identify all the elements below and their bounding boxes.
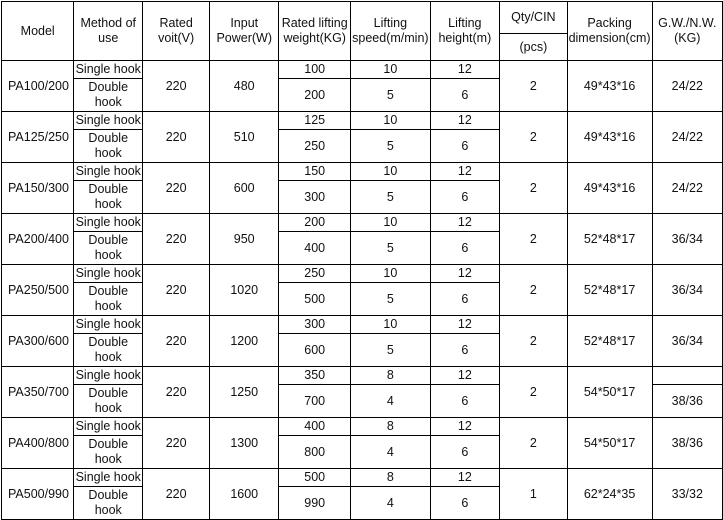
method-cell: Double hook <box>74 79 143 112</box>
model-cell: PA200/400 <box>2 214 74 265</box>
speed-cell: 4 <box>351 487 430 520</box>
weight-cell: 150 <box>279 163 351 181</box>
packing-cell: 49*43*16 <box>567 61 652 112</box>
header-qty-unit: (pcs) <box>500 34 567 61</box>
header-speed: Lifting speed(m/min) <box>351 2 430 61</box>
weight-cell: 990 <box>279 487 351 520</box>
speed-cell: 4 <box>351 436 430 469</box>
voltage-cell: 220 <box>143 214 210 265</box>
gw-cell: 36/34 <box>652 214 722 265</box>
speed-cell: 10 <box>351 214 430 232</box>
gw-cell: 24/22 <box>652 112 722 163</box>
model-cell: PA250/500 <box>2 265 74 316</box>
model-cell: PA300/600 <box>2 316 74 367</box>
header-model: Model <box>2 2 74 61</box>
height-cell: 6 <box>430 130 500 163</box>
gw-cell: 36/34 <box>652 316 722 367</box>
model-cell: PA100/200 <box>2 61 74 112</box>
method-cell: Double hook <box>74 436 143 469</box>
table-row <box>2 316 723 334</box>
power-cell: 600 <box>210 163 279 214</box>
header-method: Method of use <box>74 2 143 61</box>
speed-cell: 4 <box>351 385 430 418</box>
voltage-cell: 220 <box>143 367 210 418</box>
gw-cell-empty <box>652 367 722 385</box>
method-cell: Double hook <box>74 130 143 163</box>
method-cell: Double hook <box>74 181 143 214</box>
qty-cell: 2 <box>500 61 567 112</box>
speed-cell: 10 <box>351 316 430 334</box>
model-cell: PA150/300 <box>2 163 74 214</box>
header-gw: G.W./N.W.(KG) <box>652 2 722 61</box>
weight-cell: 125 <box>279 112 351 130</box>
speed-cell: 5 <box>351 130 430 163</box>
qty-cell: 1 <box>500 469 567 520</box>
packing-cell: 62*24*35 <box>567 469 652 520</box>
method-cell: Single hook <box>74 163 143 181</box>
header-power: Input Power(W) <box>210 2 279 61</box>
weight-cell: 800 <box>279 436 351 469</box>
packing-cell: 52*48*17 <box>567 316 652 367</box>
height-cell: 6 <box>430 487 500 520</box>
power-cell: 1300 <box>210 418 279 469</box>
header-qty: Qty/CIN <box>500 2 567 34</box>
method-cell: Single hook <box>74 61 143 79</box>
speed-cell: 10 <box>351 112 430 130</box>
power-cell: 510 <box>210 112 279 163</box>
weight-cell: 400 <box>279 232 351 265</box>
qty-cell: 2 <box>500 367 567 418</box>
model-cell: PA400/800 <box>2 418 74 469</box>
power-cell: 950 <box>210 214 279 265</box>
weight-cell: 500 <box>279 469 351 487</box>
gw-cell: 24/22 <box>652 163 722 214</box>
weight-cell: 300 <box>279 181 351 214</box>
height-cell: 12 <box>430 316 500 334</box>
height-cell: 6 <box>430 232 500 265</box>
height-cell: 6 <box>430 79 500 112</box>
header-height: Lifting height(m) <box>430 2 500 61</box>
qty-cell: 2 <box>500 265 567 316</box>
speed-cell: 8 <box>351 418 430 436</box>
method-cell: Double hook <box>74 283 143 316</box>
speed-cell: 10 <box>351 61 430 79</box>
table-row <box>2 367 723 385</box>
height-cell: 6 <box>430 385 500 418</box>
weight-cell: 500 <box>279 283 351 316</box>
table-row <box>2 112 723 130</box>
speed-cell: 10 <box>351 163 430 181</box>
weight-cell: 100 <box>279 61 351 79</box>
header-voltage: Rated voit(V) <box>143 2 210 61</box>
table-row <box>2 265 723 283</box>
weight-cell: 600 <box>279 334 351 367</box>
height-cell: 12 <box>430 163 500 181</box>
height-cell: 6 <box>430 283 500 316</box>
qty-cell: 2 <box>500 163 567 214</box>
method-cell: Single hook <box>74 367 143 385</box>
header-packing: Packing dimension(cm) <box>567 2 652 61</box>
voltage-cell: 220 <box>143 265 210 316</box>
speed-cell: 5 <box>351 334 430 367</box>
speed-cell: 10 <box>351 265 430 283</box>
method-cell: Double hook <box>74 232 143 265</box>
model-cell: PA500/990 <box>2 469 74 520</box>
height-cell: 12 <box>430 418 500 436</box>
table-row <box>2 61 723 79</box>
height-cell: 6 <box>430 334 500 367</box>
table-row <box>2 163 723 181</box>
packing-cell: 52*48*17 <box>567 265 652 316</box>
height-cell: 12 <box>430 214 500 232</box>
power-cell: 1200 <box>210 316 279 367</box>
weight-cell: 300 <box>279 316 351 334</box>
height-cell: 12 <box>430 469 500 487</box>
voltage-cell: 220 <box>143 469 210 520</box>
method-cell: Single hook <box>74 469 143 487</box>
hoist-spec-table <box>1 1 723 520</box>
weight-cell: 400 <box>279 418 351 436</box>
packing-cell: 49*43*16 <box>567 163 652 214</box>
weight-cell: 200 <box>279 214 351 232</box>
method-cell: Single hook <box>74 112 143 130</box>
voltage-cell: 220 <box>143 61 210 112</box>
weight-cell: 200 <box>279 79 351 112</box>
table-row <box>2 418 723 436</box>
height-cell: 12 <box>430 112 500 130</box>
voltage-cell: 220 <box>143 418 210 469</box>
weight-cell: 350 <box>279 367 351 385</box>
packing-cell: 54*50*17 <box>567 418 652 469</box>
voltage-cell: 220 <box>143 112 210 163</box>
speed-cell: 5 <box>351 79 430 112</box>
packing-cell: 49*43*16 <box>567 112 652 163</box>
method-cell: Single hook <box>74 265 143 283</box>
gw-cell: 36/34 <box>652 265 722 316</box>
table-row <box>2 214 723 232</box>
method-cell: Single hook <box>74 418 143 436</box>
method-cell: Double hook <box>74 487 143 520</box>
weight-cell: 700 <box>279 385 351 418</box>
method-cell: Double hook <box>74 385 143 418</box>
qty-cell: 2 <box>500 316 567 367</box>
power-cell: 1020 <box>210 265 279 316</box>
packing-cell: 52*48*17 <box>567 214 652 265</box>
height-cell: 12 <box>430 367 500 385</box>
gw-cell: 38/36 <box>652 385 722 418</box>
power-cell: 1250 <box>210 367 279 418</box>
speed-cell: 5 <box>351 232 430 265</box>
header-weight: Rated lifting weight(KG) <box>279 2 351 61</box>
method-cell: Single hook <box>74 214 143 232</box>
table-row <box>2 469 723 487</box>
speed-cell: 5 <box>351 283 430 316</box>
height-cell: 12 <box>430 61 500 79</box>
height-cell: 6 <box>430 436 500 469</box>
voltage-cell: 220 <box>143 163 210 214</box>
qty-cell: 2 <box>500 112 567 163</box>
gw-cell: 38/36 <box>652 418 722 469</box>
weight-cell: 250 <box>279 265 351 283</box>
qty-cell: 2 <box>500 418 567 469</box>
speed-cell: 8 <box>351 367 430 385</box>
model-cell: PA125/250 <box>2 112 74 163</box>
speed-cell: 8 <box>351 469 430 487</box>
gw-cell: 24/22 <box>652 61 722 112</box>
method-cell: Double hook <box>74 334 143 367</box>
height-cell: 6 <box>430 181 500 214</box>
weight-cell: 250 <box>279 130 351 163</box>
power-cell: 1600 <box>210 469 279 520</box>
packing-cell: 54*50*17 <box>567 367 652 418</box>
qty-cell: 2 <box>500 214 567 265</box>
power-cell: 480 <box>210 61 279 112</box>
height-cell: 12 <box>430 265 500 283</box>
model-cell: PA350/700 <box>2 367 74 418</box>
gw-cell: 33/32 <box>652 469 722 520</box>
method-cell: Single hook <box>74 316 143 334</box>
voltage-cell: 220 <box>143 316 210 367</box>
speed-cell: 5 <box>351 181 430 214</box>
